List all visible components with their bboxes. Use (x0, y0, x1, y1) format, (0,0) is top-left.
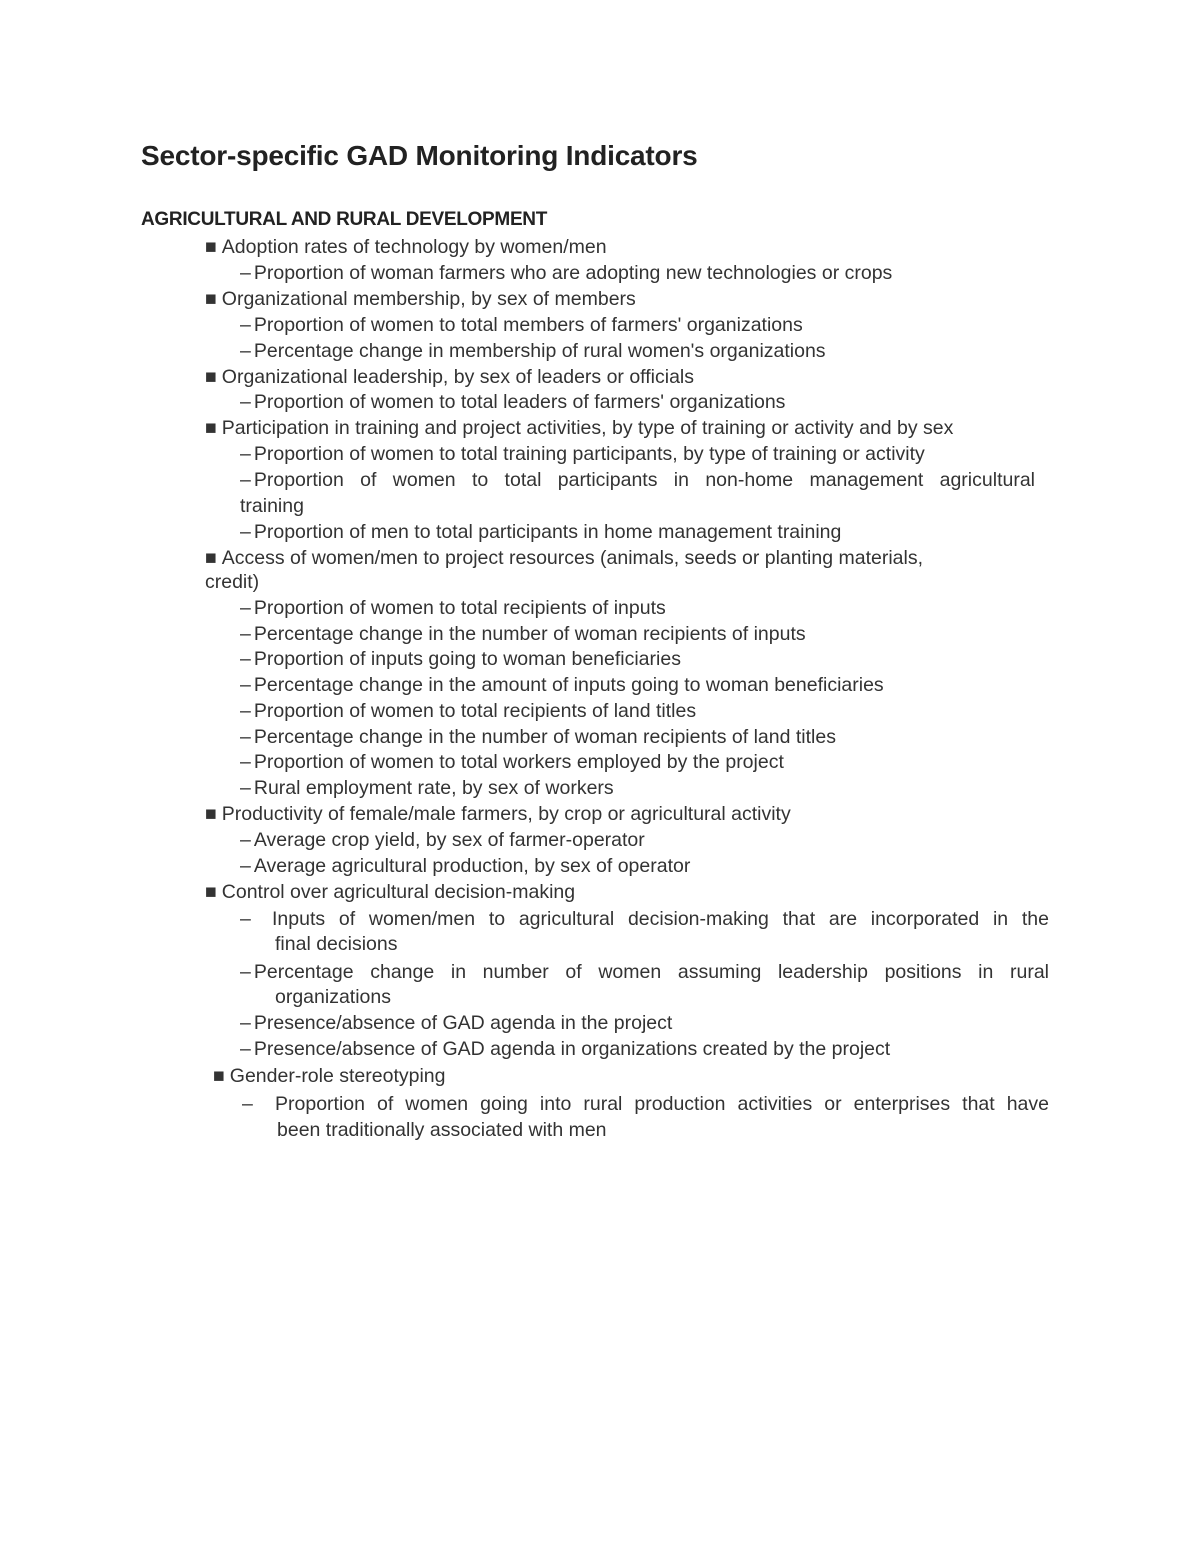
dash-icon: – (240, 726, 251, 748)
bullet-icon: ■ (205, 417, 217, 439)
sub-indicator (240, 389, 785, 415)
sub-indicator-text: Proportion of women to total training participants, by type of training or activity (253, 443, 925, 465)
sub-indicator (240, 827, 645, 853)
dash-icon: – (240, 391, 251, 413)
dash-icon: – (240, 340, 251, 362)
sub-indicator-text: Presence/absence of GAD agenda in organizations created by the project (253, 1038, 891, 1060)
sub-indicator (240, 724, 836, 750)
dash-icon: – (240, 623, 251, 645)
sub-indicator-text: Proportion of women to total members of farmers' organizations (253, 314, 803, 336)
sub-indicator-continuation: training (240, 495, 304, 517)
sub-indicator-text: Percentage change in number of women assuming leadership positions in rural (253, 961, 1049, 983)
sub-indicator (240, 959, 1049, 985)
sub-indicator-continuation: final decisions (275, 933, 398, 955)
bullet-icon: ■ (205, 288, 217, 310)
bullet-icon: ■ (205, 803, 217, 825)
sub-indicator (240, 621, 806, 647)
sub-indicator-text: Proportion of inputs going to woman beneficiaries (253, 648, 681, 670)
sub-indicator (240, 853, 690, 879)
document-title: Sector-specific GAD Monitoring Indicators (141, 140, 698, 171)
indicator-label: Control over agricultural decision-making (221, 881, 576, 903)
dash-icon: – (240, 674, 251, 696)
sub-indicator (240, 698, 696, 724)
indicator-item (205, 364, 694, 390)
indicator-label: Participation in training and project activities, by type of training or activity and by sex (221, 417, 954, 439)
sub-indicator (240, 467, 1035, 493)
dash-icon: – (240, 262, 251, 284)
bullet-icon: ■ (205, 366, 217, 388)
dash-icon: – (240, 648, 251, 670)
dash-icon: – (240, 521, 251, 543)
sub-indicator (240, 338, 826, 364)
section-heading: AGRICULTURAL AND RURAL DEVELOPMENT (141, 209, 548, 230)
sub-indicator-text: Percentage change in the amount of inputs going to woman beneficiaries (253, 674, 884, 696)
dash-icon: – (240, 1038, 251, 1060)
sub-indicator-text: Proportion of women to total participants in non-home management agricultural (253, 469, 1035, 491)
sub-indicator (240, 775, 614, 801)
bullet-icon: ■ (205, 236, 217, 258)
dash-icon: – (240, 443, 251, 465)
sub-indicator-text: Proportion of women going into rural production activities or enterprises that have (275, 1093, 1049, 1115)
indicator-item (205, 801, 791, 827)
indicator-label: Organizational membership, by sex of members (221, 288, 636, 310)
indicator-item (205, 415, 953, 441)
sub-indicator-text: Presence/absence of GAD agenda in the project (253, 1012, 673, 1034)
sub-indicator (240, 1010, 672, 1036)
sub-indicator-continuation: been traditionally associated with men (277, 1119, 607, 1141)
dash-icon: – (240, 855, 251, 877)
dash-icon: – (240, 314, 251, 336)
indicator-label: Gender-role stereotyping (229, 1065, 446, 1087)
sub-indicator-continuation: organizations (275, 986, 391, 1008)
sub-indicator-text: Inputs of women/men to agricultural decision-making that are incorporated in the (272, 908, 1049, 930)
sub-indicator-text: Proportion of women to total recipients of land titles (253, 700, 697, 722)
sub-indicator (240, 672, 884, 698)
indicator-item (213, 1063, 445, 1089)
sub-indicator (240, 646, 681, 672)
indicator-label-continuation: credit) (205, 571, 260, 593)
dash-icon: – (240, 751, 251, 773)
sub-indicator (240, 260, 892, 286)
sub-indicator-text: Proportion of women to total workers employed by the project (253, 751, 784, 773)
indicator-item (205, 545, 923, 571)
bullet-icon: ■ (205, 881, 217, 903)
bullet-icon: ■ (213, 1065, 225, 1087)
sub-indicator-text: Rural employment rate, by sex of workers (253, 777, 614, 799)
dash-icon: – (240, 908, 251, 930)
sub-indicator (240, 1036, 890, 1062)
sub-indicator (240, 519, 841, 545)
sub-indicator-text: Percentage change in membership of rural women's organizations (253, 340, 826, 362)
sub-indicator-text: Percentage change in the number of woman recipients of land titles (253, 726, 836, 748)
dash-icon: – (240, 829, 251, 851)
dash-icon: – (240, 1012, 251, 1034)
dash-icon: – (240, 700, 251, 722)
indicator-label: Productivity of female/male farmers, by crop or agricultural activity (221, 803, 791, 825)
indicator-item (205, 234, 607, 260)
sub-indicator-text: Proportion of women to total recipients of inputs (253, 597, 666, 619)
dash-icon: – (240, 597, 251, 619)
dash-icon: – (240, 469, 251, 491)
sub-indicator (240, 749, 784, 775)
indicator-item (205, 286, 636, 312)
indicator-label: Access of women/men to project resources (animals, seeds or planting materials, (221, 547, 924, 569)
sub-indicator-text: Proportion of woman farmers who are adopting new technologies or crops (253, 262, 893, 284)
dash-icon: – (242, 1093, 253, 1115)
dash-icon: – (240, 777, 251, 799)
sub-indicator (240, 595, 666, 621)
indicator-item (205, 879, 575, 905)
indicator-label: Adoption rates of technology by women/men (221, 236, 607, 258)
sub-indicator (240, 312, 803, 338)
sub-indicator (240, 441, 925, 467)
sub-indicator-text: Percentage change in the number of woman recipients of inputs (253, 623, 806, 645)
dash-icon: – (240, 961, 251, 983)
sub-indicator-text: Proportion of men to total participants in home management training (253, 521, 842, 543)
sub-indicator-text: Average crop yield, by sex of farmer-operator (253, 829, 645, 851)
indicator-label: Organizational leadership, by sex of leaders or officials (221, 366, 695, 388)
sub-indicator-text: Proportion of women to total leaders of farmers' organizations (253, 391, 786, 413)
bullet-icon: ■ (205, 547, 217, 569)
sub-indicator-text: Average agricultural production, by sex of operator (253, 855, 691, 877)
